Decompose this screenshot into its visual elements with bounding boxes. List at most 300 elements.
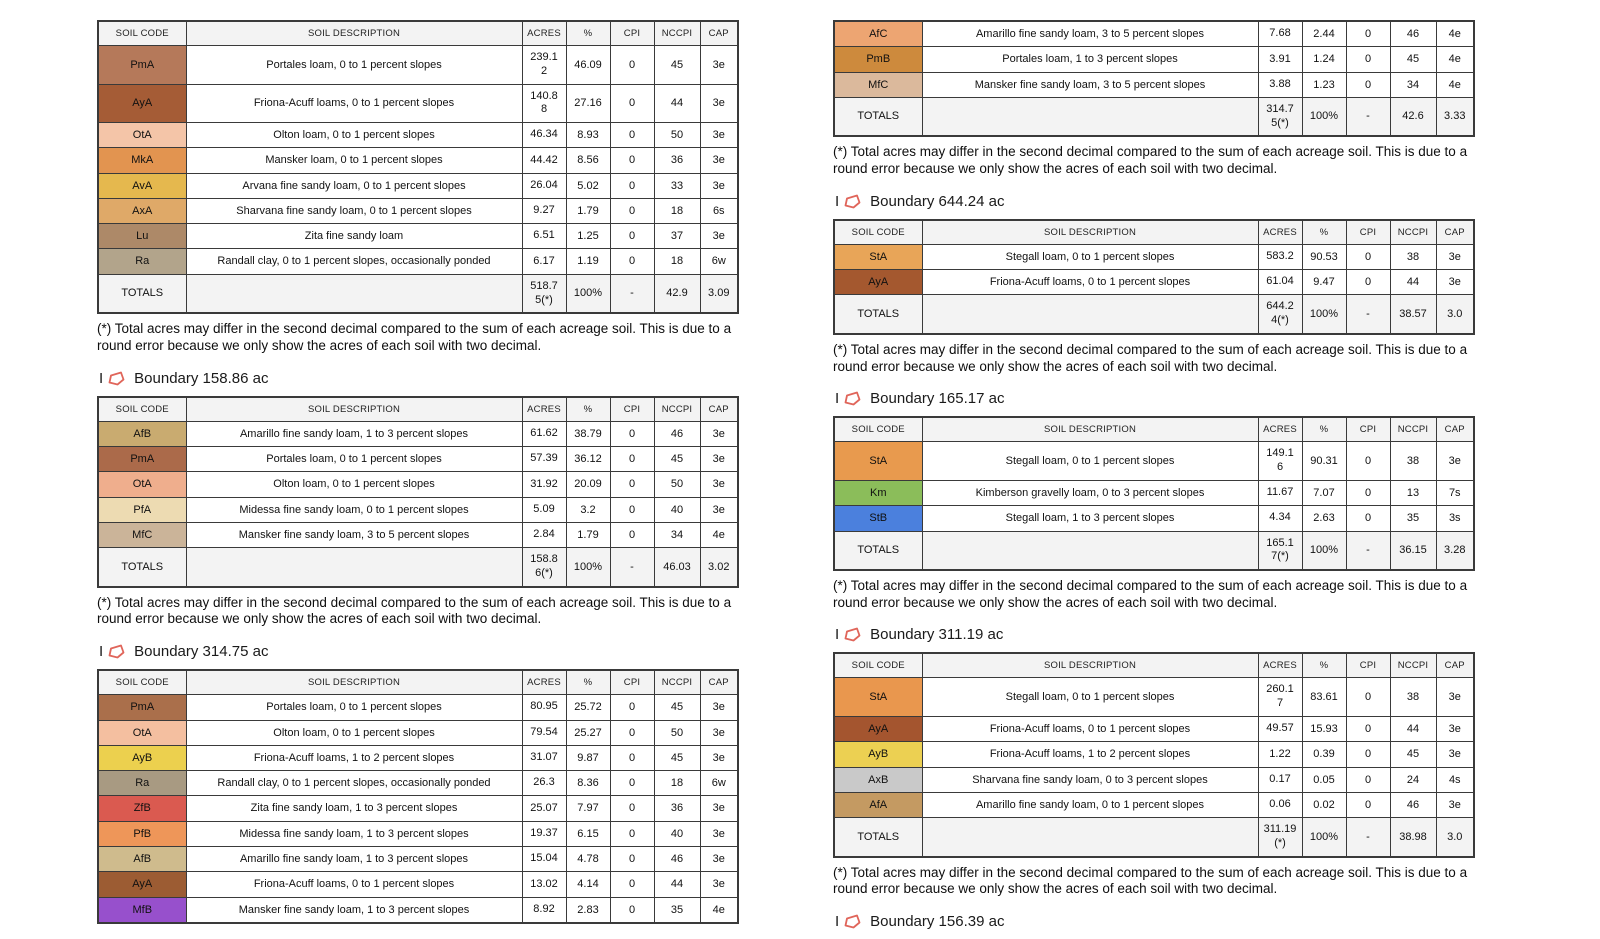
totals-acres-cell [1258,295,1302,334]
soil-description-cell: Portales loam, 1 to 3 percent slopes [922,47,1258,72]
acres-cell [1258,506,1302,531]
soil-row [98,695,738,720]
percent-cell: 1.79 [566,198,610,223]
boundary-polygon-icon [844,627,861,642]
acres-value: 149.16 [1266,447,1294,474]
soil-row [98,897,738,923]
acres-value: 49.57 [1266,722,1294,735]
nccpi-cell: 46 [1390,21,1436,47]
percent-cell: 1.79 [566,522,610,547]
nccpi-cell: 40 [654,497,700,522]
totals-label-cell: TOTALS [834,97,922,136]
cpi-cell: 0 [610,173,654,198]
boundary-label: Boundary 314.75 ac [134,643,269,661]
soil-description-cell: Friona-Acuff loams, 0 to 1 percent slopes [922,270,1258,295]
acres-cell [522,821,566,846]
column-header: SOIL CODE [834,653,922,678]
soil-description-cell: Midessa fine sandy loam, 0 to 1 percent slopes [186,497,522,522]
acres-value: 260.17 [1266,683,1294,710]
totals-acres-cell [522,274,566,313]
percent-cell: 1.24 [1302,47,1346,72]
soil-row [98,148,738,173]
soil-row [98,745,738,770]
cpi-cell: 0 [1346,72,1390,97]
cap-cell: 4e [700,522,738,547]
acres-value: 583.2 [1266,250,1294,263]
nccpi-cell: 18 [654,249,700,274]
nccpi-cell: 34 [654,522,700,547]
soil-row [98,84,738,123]
soil-row [834,47,1474,72]
soil-table [97,20,739,314]
soil-row [834,506,1474,531]
totals-description-cell [186,274,522,313]
percent-cell: 5.02 [566,173,610,198]
nccpi-cell: 45 [1390,742,1436,767]
acres-cell [522,872,566,897]
totals-description-cell [922,97,1258,136]
column-header: CPI [610,21,654,46]
soil-code-cell: AxB [834,767,922,792]
totals-nccpi-cell: 46.03 [654,548,700,587]
totals-percent-cell: 100% [566,548,610,587]
boundary-label: Boundary 165.17 ac [870,390,1005,408]
column-header: SOIL DESCRIPTION [186,397,522,422]
soil-code-cell: OtA [98,123,186,148]
cap-cell: 6w [700,249,738,274]
acres-value: 2.84 [533,528,555,541]
column-header: % [566,397,610,422]
soil-code-cell: StA [834,678,922,717]
totals-description-cell [922,295,1258,334]
soil-row [834,716,1474,741]
cpi-cell: 0 [610,872,654,897]
acres-value: 46.34 [530,128,558,141]
acres-cell [522,695,566,720]
totals-percent-cell: 100% [1302,97,1346,136]
percent-cell: 1.23 [1302,72,1346,97]
soil-description-cell: Sharvana fine sandy loam, 0 to 1 percent slopes [186,198,522,223]
nccpi-cell: 38 [1390,244,1436,269]
cap-cell: 3e [700,46,738,85]
boundary-heading[interactable] [835,913,1473,930]
totals-row [98,274,738,313]
cap-cell: 3e [1436,678,1474,717]
acres-cell [522,796,566,821]
acres-value: 61.62 [530,427,558,440]
totals-acres-cell [1258,531,1302,570]
column-header: CPI [610,670,654,695]
percent-cell: 3.2 [566,497,610,522]
percent-cell: 4.78 [566,846,610,871]
totals-acres-value: 158.86(*) [530,553,558,579]
totals-cpi-cell: - [610,548,654,587]
soil-row [834,792,1474,817]
cap-cell: 3e [700,472,738,497]
percent-cell: 2.44 [1302,21,1346,47]
totals-row [834,97,1474,136]
percent-cell: 0.39 [1302,742,1346,767]
acres-value: 5.09 [533,502,555,515]
acres-cell [522,123,566,148]
acres-cell [522,771,566,796]
soil-code-cell: AyA [98,84,186,123]
column-header: SOIL DESCRIPTION [922,417,1258,442]
acres-value: 140.88 [530,89,558,116]
table-header-row [834,653,1474,678]
acres-cell [1258,792,1302,817]
acres-cell [522,224,566,249]
percent-cell: 9.87 [566,745,610,770]
boundary-label: Boundary 644.24 ac [870,192,1005,210]
boundary-polygon-icon [844,914,861,929]
acres-value: 31.92 [530,477,558,490]
percent-cell: 4.14 [566,872,610,897]
nccpi-cell: 46 [1390,792,1436,817]
totals-cpi-cell: - [1346,531,1390,570]
boundary-heading[interactable] [835,193,1473,210]
table-header-row [98,21,738,46]
cap-cell: 3e [1436,270,1474,295]
footnote-text: (*) Total acres may differ in the second decimal compared to the sum of each acreage soil. This is due to a round error because we only show the acres of each soil with two decimal. [833,578,1468,610]
soil-code-cell: PfA [98,497,186,522]
cap-cell: 3e [1436,244,1474,269]
soil-description-cell: Midessa fine sandy loam, 1 to 3 percent slopes [186,821,522,846]
footnote-text: (*) Total acres may differ in the second decimal compared to the sum of each acreage soil. This is due to a round error because we only show the acres of each soil with two decimal. [97,594,732,627]
footnote-text: (*) Total acres may differ in the second decimal compared to the sum of each acreage soil. This is due to a round error because we only show the acres of each soil with two decimal. [833,144,1468,177]
acres-value: 80.95 [530,700,558,713]
nccpi-cell: 38 [1390,678,1436,717]
acres-cell [522,497,566,522]
cap-cell: 4e [1436,21,1474,47]
totals-acres-cell [1258,97,1302,136]
soil-row [834,72,1474,97]
soil-row [98,771,738,796]
boundary-label: Boundary 156.39 ac [870,913,1005,931]
cpi-cell: 0 [610,249,654,274]
acres-value: 6.17 [533,254,555,267]
soil-description-cell: Amarillo fine sandy loam, 1 to 3 percent slopes [186,846,522,871]
percent-cell: 36.12 [566,447,610,472]
nccpi-cell: 18 [654,198,700,223]
soil-row [98,872,738,897]
soil-description-cell: Friona-Acuff loams, 0 to 1 percent slopes [186,872,522,897]
percent-cell: 6.15 [566,821,610,846]
soil-description-cell: Arvana fine sandy loam, 0 to 1 percent slopes [186,173,522,198]
nccpi-cell: 50 [654,472,700,497]
acres-cell [522,249,566,274]
column-header: SOIL CODE [98,21,186,46]
soil-code-cell: PmA [98,46,186,85]
column-header: % [1302,417,1346,442]
cap-cell: 3e [700,846,738,871]
soil-row [98,173,738,198]
cap-cell: 3e [700,148,738,173]
totals-nccpi-cell: 42.6 [1390,97,1436,136]
soil-code-cell: AyA [834,270,922,295]
acres-cell [1258,47,1302,72]
nccpi-cell: 35 [1390,506,1436,531]
acres-value: 3.91 [1269,52,1291,65]
acres-value: 6.51 [533,229,555,242]
cap-cell: 6s [700,198,738,223]
acres-cell [1258,442,1302,481]
soil-code-cell: MkA [98,148,186,173]
boundary-label: Boundary 158.86 ac [134,369,269,387]
nccpi-cell: 44 [654,84,700,123]
percent-cell: 46.09 [566,46,610,85]
totals-cap-cell: 3.09 [700,274,738,313]
cpi-cell: 0 [610,472,654,497]
acres-cell [1258,21,1302,47]
cap-cell: 3e [700,695,738,720]
cpi-cell: 0 [610,46,654,85]
totals-cap-cell: 3.0 [1436,818,1474,857]
boundary-heading[interactable] [99,370,737,387]
soil-table [97,669,739,924]
cap-cell: 3e [700,173,738,198]
boundary-heading[interactable] [99,643,737,660]
soil-description-cell: Portales loam, 0 to 1 percent slopes [186,695,522,720]
column-header: NCCPI [1390,220,1436,245]
column-header: % [566,670,610,695]
column-header: NCCPI [654,670,700,695]
cap-cell: 3e [700,224,738,249]
soil-description-cell: Zita fine sandy loam [186,224,522,249]
acres-cell [522,148,566,173]
boundary-prefix: I [99,369,104,387]
soil-description-cell: Randall clay, 0 to 1 percent slopes, occasionally ponded [186,771,522,796]
column-header: CAP [700,670,738,695]
soil-code-cell: PmA [98,695,186,720]
table-header-row [834,417,1474,442]
column-header: CPI [610,397,654,422]
soil-row [834,742,1474,767]
totals-percent-cell: 100% [1302,818,1346,857]
soil-table [833,652,1475,857]
totals-percent-cell: 100% [566,274,610,313]
acres-value: 239.12 [530,51,558,77]
soil-code-cell: StA [834,244,922,269]
nccpi-cell: 38 [1390,442,1436,481]
soil-code-cell: PmB [834,47,922,72]
soil-description-cell: Mansker loam, 0 to 1 percent slopes [186,148,522,173]
nccpi-cell: 44 [654,872,700,897]
cap-cell: 3e [700,447,738,472]
column-header: CPI [1346,220,1390,245]
percent-cell: 1.25 [566,224,610,249]
soil-table [97,396,739,588]
column-header: CAP [700,397,738,422]
totals-acres-value: 644.24(*) [1266,300,1294,327]
acres-cell [522,198,566,223]
percent-cell: 0.05 [1302,767,1346,792]
soil-row [98,198,738,223]
cap-cell: 7s [1436,480,1474,505]
column-header: CAP [1436,417,1474,442]
soil-code-cell: StB [834,506,922,531]
table-header-row [98,397,738,422]
acres-cell [522,522,566,547]
soil-description-cell: Sharvana fine sandy loam, 0 to 3 percent slopes [922,767,1258,792]
totals-cpi-cell: - [1346,295,1390,334]
column-header: SOIL DESCRIPTION [922,220,1258,245]
totals-row [834,295,1474,334]
soil-code-cell: MfB [98,897,186,923]
cpi-cell: 0 [610,148,654,173]
soil-code-cell: AfA [834,792,922,817]
totals-cpi-cell: - [1346,818,1390,857]
percent-cell: 8.36 [566,771,610,796]
cpi-cell: 0 [1346,244,1390,269]
column-header: SOIL CODE [834,220,922,245]
acres-cell [1258,716,1302,741]
cap-cell: 3e [700,421,738,446]
right-column [833,20,1473,939]
soil-row [98,472,738,497]
cpi-cell: 0 [1346,716,1390,741]
boundary-heading[interactable] [835,390,1473,407]
cpi-cell: 0 [610,421,654,446]
soil-description-cell: Stegall loam, 0 to 1 percent slopes [922,244,1258,269]
soil-table [833,20,1475,137]
nccpi-cell: 13 [1390,480,1436,505]
totals-row [834,818,1474,857]
totals-cpi-cell: - [610,274,654,313]
acres-value: 8.92 [533,902,555,915]
column-header: CPI [1346,653,1390,678]
soil-description-cell: Stegall loam, 0 to 1 percent slopes [922,442,1258,481]
soil-description-cell: Friona-Acuff loams, 1 to 2 percent slopes [186,745,522,770]
boundary-prefix: I [835,192,840,210]
cap-cell: 4e [700,897,738,923]
boundary-prefix: I [835,390,840,408]
percent-cell: 2.83 [566,897,610,923]
soil-table [833,416,1475,571]
acres-value: 3.88 [1269,77,1291,90]
soil-code-cell: OtA [98,472,186,497]
cap-cell: 4s [1436,767,1474,792]
acres-cell [522,46,566,85]
cpi-cell: 0 [610,796,654,821]
column-header: NCCPI [654,397,700,422]
acres-value: 79.54 [530,725,558,738]
percent-cell: 7.97 [566,796,610,821]
footnote-text: (*) Total acres may differ in the second decimal compared to the sum of each acreage soil. This is due to a round error because we only show the acres of each soil with two decimal. [97,321,732,354]
boundary-prefix: I [835,913,840,931]
percent-cell: 83.61 [1302,678,1346,717]
cpi-cell: 0 [610,846,654,871]
acres-cell [522,897,566,923]
cap-cell: 3e [1436,742,1474,767]
soil-row [98,249,738,274]
soil-row [98,123,738,148]
cpi-cell: 0 [1346,47,1390,72]
nccpi-cell: 46 [654,421,700,446]
totals-cap-cell: 3.02 [700,548,738,587]
acres-value: 0.17 [1269,772,1291,785]
soil-code-cell: AxA [98,198,186,223]
cpi-cell: 0 [1346,480,1390,505]
cpi-cell: 0 [1346,767,1390,792]
acres-cell [1258,678,1302,717]
percent-cell: 90.53 [1302,244,1346,269]
soil-code-cell: AyA [834,716,922,741]
acres-cell [522,472,566,497]
soil-description-cell: Amarillo fine sandy loam, 0 to 1 percent slopes [922,792,1258,817]
acres-cell [522,173,566,198]
acres-value: 26.04 [530,178,558,191]
acres-cell [1258,742,1302,767]
soil-row [98,796,738,821]
cpi-cell: 0 [610,522,654,547]
nccpi-cell: 50 [654,123,700,148]
acres-value: 9.27 [533,204,555,217]
acres-cell [522,745,566,770]
column-header: CAP [1436,653,1474,678]
totals-acres-value: 311.19(*) [1263,823,1297,849]
percent-cell: 90.31 [1302,442,1346,481]
percent-cell: 25.72 [566,695,610,720]
percent-cell: 8.93 [566,123,610,148]
cpi-cell: 0 [1346,742,1390,767]
soil-row [98,846,738,871]
percent-cell: 20.09 [566,472,610,497]
soil-code-cell: AyB [834,742,922,767]
acres-cell [1258,72,1302,97]
column-header: SOIL DESCRIPTION [186,670,522,695]
acres-cell [522,846,566,871]
soil-table [833,219,1475,335]
column-header: NCCPI [1390,417,1436,442]
nccpi-cell: 45 [1390,47,1436,72]
column-header: % [1302,653,1346,678]
cpi-cell: 0 [610,720,654,745]
percent-cell: 9.47 [1302,270,1346,295]
totals-acres-cell [522,548,566,587]
soil-code-cell: AfB [98,421,186,446]
column-header: ACRES [1258,417,1302,442]
soil-code-cell: PmA [98,447,186,472]
cpi-cell: 0 [610,447,654,472]
acres-cell [522,84,566,123]
nccpi-cell: 36 [654,796,700,821]
nccpi-cell: 50 [654,720,700,745]
soil-description-cell: Amarillo fine sandy loam, 1 to 3 percent slopes [186,421,522,446]
soil-description-cell: Portales loam, 0 to 1 percent slopes [186,447,522,472]
cap-cell: 3e [700,821,738,846]
soil-row [98,447,738,472]
soil-row [98,421,738,446]
acres-value: 61.04 [1266,275,1294,288]
percent-cell: 25.27 [566,720,610,745]
acres-value: 15.04 [530,852,558,865]
totals-label-cell: TOTALS [98,548,186,587]
soil-description-cell: Olton loam, 0 to 1 percent slopes [186,123,522,148]
cpi-cell: 0 [610,745,654,770]
column-header: ACRES [1258,653,1302,678]
acres-value: 26.3 [533,776,555,789]
soil-code-cell: OtA [98,720,186,745]
acres-cell [1258,244,1302,269]
nccpi-cell: 45 [654,695,700,720]
totals-cap-cell: 3.33 [1436,97,1474,136]
acres-value: 7.68 [1269,27,1291,40]
column-header: CPI [1346,417,1390,442]
soil-row [834,678,1474,717]
totals-label-cell: TOTALS [834,295,922,334]
boundary-heading[interactable] [835,626,1473,643]
